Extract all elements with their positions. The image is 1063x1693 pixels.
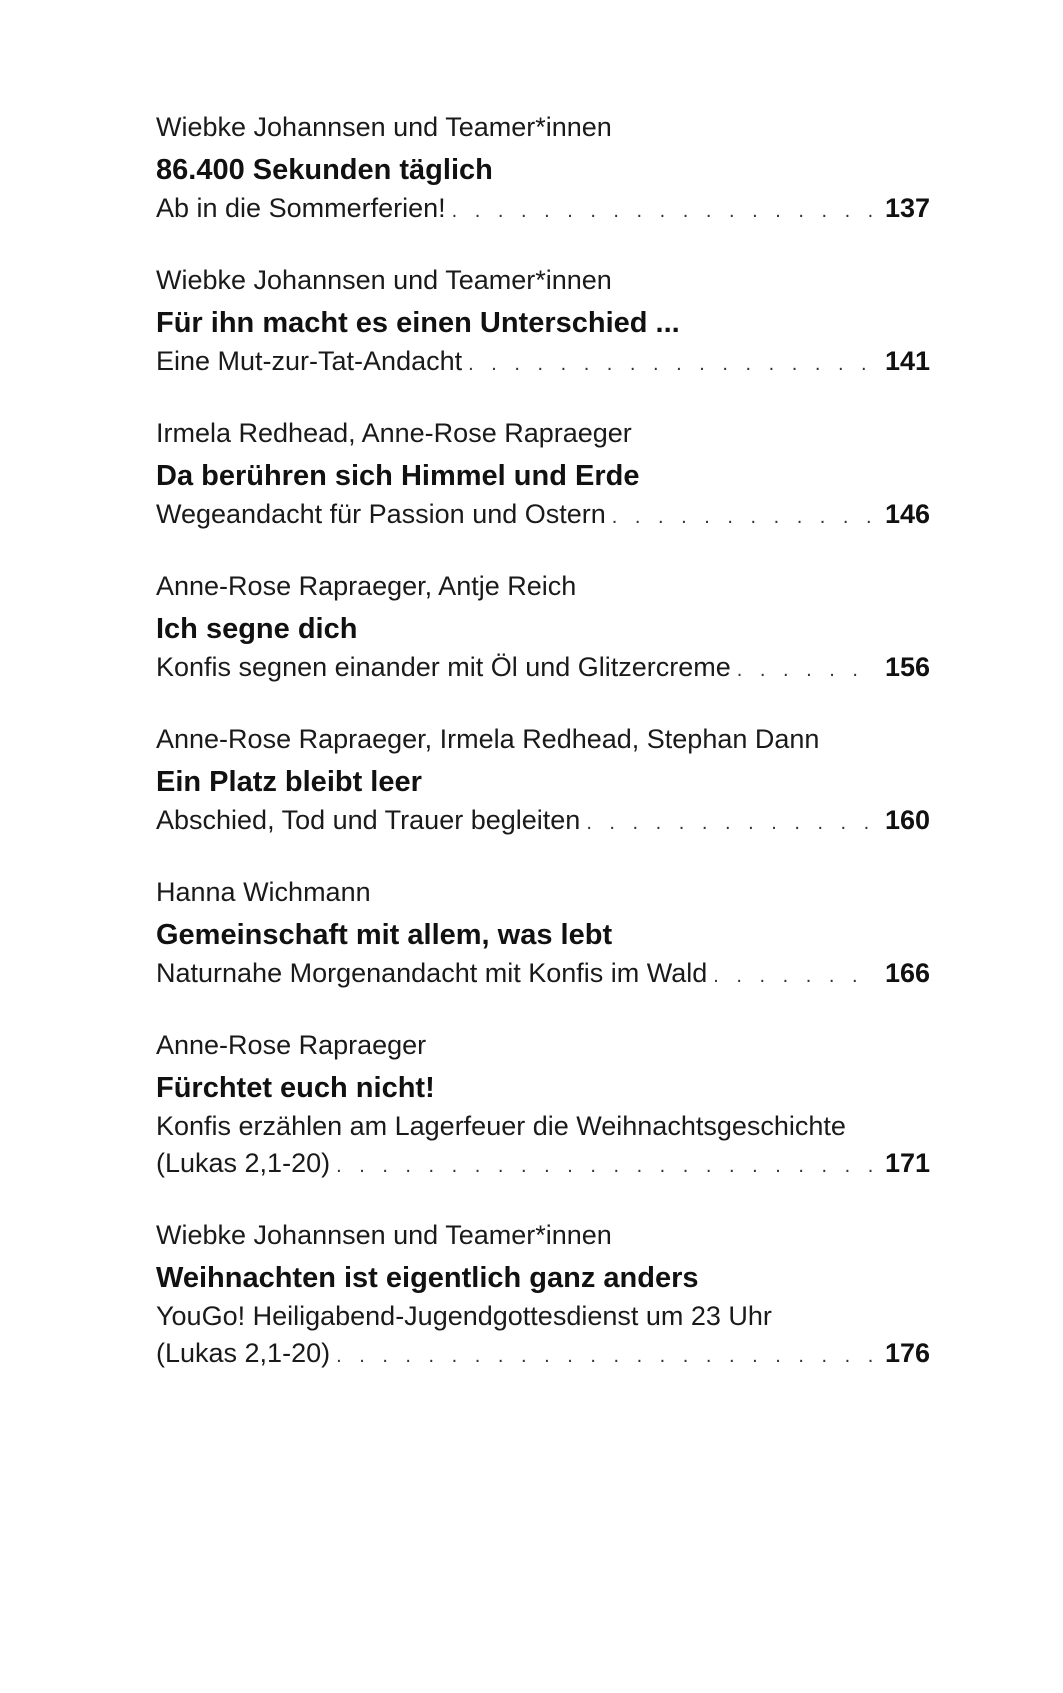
dot-leader	[612, 499, 874, 536]
dot-leader	[336, 1148, 874, 1185]
toc-entry[interactable]	[156, 567, 930, 686]
entry-title: Gemeinschaft mit allem, was lebt	[156, 919, 613, 951]
entry-leader-line	[156, 955, 930, 992]
toc-entry[interactable]	[156, 1026, 930, 1182]
entry-leader-line	[156, 343, 930, 380]
table-of-contents	[156, 108, 930, 1406]
entry-author: Wiebke Johannsen und Teamer*innen	[156, 112, 612, 142]
toc-entry[interactable]	[156, 261, 930, 380]
entry-page-number: 166	[884, 958, 930, 988]
entry-subtitle: Eine Mut-zur-Tat-Andacht	[156, 346, 463, 376]
entry-leader-line	[156, 1145, 930, 1182]
entry-leader-line	[156, 802, 930, 839]
dot-leader	[336, 1338, 874, 1375]
entry-leader-line	[156, 649, 930, 686]
entry-author: Irmela Redhead, Anne-Rose Rapraeger	[156, 418, 632, 448]
entry-leader-line	[156, 496, 930, 533]
toc-entry[interactable]	[156, 873, 930, 992]
toc-entry[interactable]	[156, 720, 930, 839]
dot-leader	[586, 805, 874, 842]
entry-title: Ein Platz bleibt leer	[156, 766, 422, 798]
toc-entry[interactable]	[156, 414, 930, 533]
dot-leader	[737, 652, 874, 689]
entry-title: Da berühren sich Himmel und Erde	[156, 460, 640, 492]
entry-leader-line	[156, 1335, 930, 1372]
entry-subtitle: Ab in die Sommerferien!	[156, 193, 446, 223]
dot-leader	[713, 958, 874, 995]
entry-subtitle: Konfis segnen einander mit Öl und Glitzercreme	[156, 652, 731, 682]
entry-title: Ich segne dich	[156, 613, 358, 645]
entry-reference: (Lukas 2,1-20)	[156, 1148, 331, 1178]
entry-page-number: 176	[884, 1338, 930, 1368]
entry-author: Wiebke Johannsen und Teamer*innen	[156, 1220, 612, 1250]
entry-subtitle: Wegeandacht für Passion und Ostern	[156, 499, 606, 529]
dot-leader	[452, 193, 874, 230]
entry-author: Anne-Rose Rapraeger, Irmela Redhead, Stephan Dann	[156, 724, 820, 754]
entry-page-number: 156	[884, 652, 930, 682]
entry-subtitle: Naturnahe Morgenandacht mit Konfis im Wald	[156, 958, 708, 988]
entry-author: Anne-Rose Rapraeger, Antje Reich	[156, 571, 577, 601]
entry-leader-line	[156, 190, 930, 227]
entry-page-number: 137	[884, 193, 930, 223]
entry-reference: (Lukas 2,1-20)	[156, 1338, 331, 1368]
entry-title: Weihnachten ist eigentlich ganz anders	[156, 1262, 699, 1294]
entry-title: Für ihn macht es einen Unterschied ...	[156, 307, 680, 339]
toc-entry[interactable]	[156, 1216, 930, 1372]
entry-page-number: 171	[884, 1148, 930, 1178]
toc-entry[interactable]	[156, 108, 930, 227]
entry-title: 86.400 Sekunden täglich	[156, 154, 493, 186]
entry-page-number: 160	[884, 805, 930, 835]
entry-author: Wiebke Johannsen und Teamer*innen	[156, 265, 612, 295]
entry-subtitle: Konfis erzählen am Lagerfeuer die Weihnachtsgeschichte	[156, 1111, 846, 1141]
entry-page-number: 141	[884, 346, 930, 376]
entry-author: Anne-Rose Rapraeger	[156, 1030, 427, 1060]
entry-subtitle: YouGo! Heiligabend-Jugendgottesdienst um 23 Uhr	[156, 1301, 772, 1331]
entry-author: Hanna Wichmann	[156, 877, 371, 907]
entry-subtitle: Abschied, Tod und Trauer begleiten	[156, 805, 581, 835]
dot-leader	[468, 346, 874, 383]
entry-title: Fürchtet euch nicht!	[156, 1072, 435, 1104]
entry-page-number: 146	[884, 499, 930, 529]
